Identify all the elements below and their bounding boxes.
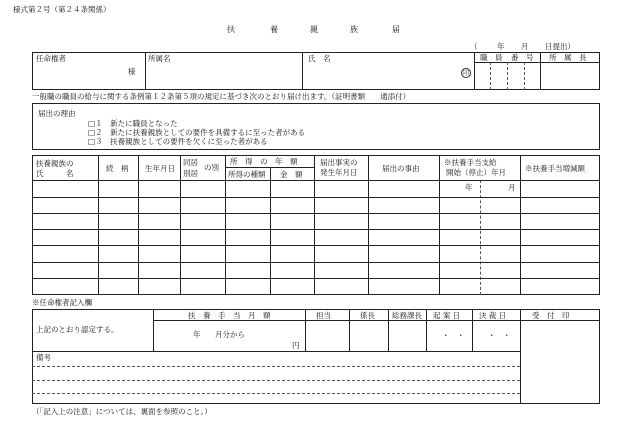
kian-date-dots: ・ ・ bbox=[442, 331, 465, 340]
form-number: 様式第２号（第２４条関係） bbox=[13, 5, 111, 14]
uketsuke-label: 受 付 印 bbox=[532, 311, 570, 320]
col-cohabit-2: 別居 bbox=[183, 169, 198, 178]
title-char: 届 bbox=[392, 25, 401, 34]
col-income-title: 所 得 の 年 額 bbox=[230, 157, 298, 166]
col-event-reason: 届出の事由 bbox=[382, 164, 420, 173]
col-allowance-change: ※扶養手当増減額 bbox=[525, 164, 585, 173]
from-month: 月分から bbox=[215, 330, 245, 339]
title-char: 扶 bbox=[227, 25, 236, 34]
name-label: 氏 名 bbox=[308, 54, 331, 63]
title-char: 養 bbox=[270, 25, 279, 34]
appointer-label: 任命権者 bbox=[36, 54, 66, 63]
col-relation: 続 柄 bbox=[106, 164, 129, 173]
kian-label: 起 案 日 bbox=[433, 311, 461, 320]
col-allowance-start-1: ※扶養手当支給 bbox=[444, 158, 497, 167]
col-event-date-1: 届出事実の bbox=[320, 158, 358, 167]
reason-option-2[interactable]: □２ 新たに扶養親族としての要件を具備するに至った者がある bbox=[88, 128, 306, 137]
soumu-label: 総務課長 bbox=[392, 311, 422, 320]
staff-no-char: 員 bbox=[495, 53, 503, 62]
col-event-date-2: 発生年月日 bbox=[320, 168, 358, 177]
tantou-label: 担当 bbox=[316, 311, 331, 320]
title-char: 族 bbox=[350, 25, 359, 34]
approved-text: 上記のとおり認定する。 bbox=[36, 325, 119, 334]
date-month: 月 bbox=[521, 42, 529, 51]
col-dependent-name: 扶養親族の bbox=[36, 159, 74, 168]
col-birthdate: 生年月日 bbox=[145, 164, 175, 173]
date-open-paren: （ bbox=[470, 42, 478, 51]
unit-month: 月 bbox=[508, 183, 516, 192]
staff-no-char: 番 bbox=[511, 53, 519, 62]
kakari-label: 係長 bbox=[360, 311, 375, 320]
col-allowance-start-2: 開始（停止）年月 bbox=[446, 168, 506, 177]
appointer-section-label: ※任命権者記入欄 bbox=[32, 298, 92, 307]
date-day-submitted: 日提出） bbox=[545, 42, 575, 51]
kessai-date-dots: ・ ・ bbox=[488, 331, 511, 340]
col-cohabit-3: の別 bbox=[204, 163, 219, 172]
reason-label: 届出の理由 bbox=[38, 109, 76, 118]
title-char: 親 bbox=[310, 25, 319, 34]
appointer-section-box bbox=[32, 309, 600, 404]
kessai-label: 決 裁 日 bbox=[479, 311, 507, 320]
col-cohabit-1: 同居 bbox=[183, 158, 198, 167]
amount-title: 扶 養 手 当 月 額 bbox=[188, 311, 271, 320]
notice-text: 一般職の職員の給与に関する条例第１２条第５項の規定に基づき次のとおり届け出ます。（証明書類 通添付） bbox=[32, 92, 411, 101]
yen-label: 円 bbox=[292, 341, 300, 350]
seal-mark: 印 bbox=[462, 70, 469, 77]
staff-no-char: 号 bbox=[526, 53, 534, 62]
unit-year: 年 bbox=[465, 183, 473, 192]
reason-option-3[interactable]: □３ 扶養親族としての要件を欠くに至った者がある bbox=[88, 137, 268, 146]
col-dependent-name-2: 氏 名 bbox=[36, 169, 74, 178]
col-income-amount: 金 額 bbox=[280, 170, 303, 179]
staff-no-char: 職 bbox=[480, 53, 488, 62]
bikou-label: 備考 bbox=[36, 353, 51, 362]
footnote: （「記入上の注意」については、裏面を参照のこと。） bbox=[32, 407, 212, 416]
from-year: 年 bbox=[193, 330, 201, 339]
col-income-type: 所得の種類 bbox=[228, 170, 266, 179]
affiliation-label: 所属名 bbox=[148, 54, 171, 63]
sama-label: 様 bbox=[128, 67, 136, 76]
dependents-table bbox=[32, 155, 600, 295]
date-year: 年 bbox=[497, 42, 505, 51]
dept-head-label: 所 属 長 bbox=[549, 53, 587, 62]
reason-option-1[interactable]: □１ 新たに職員となった bbox=[88, 119, 178, 128]
